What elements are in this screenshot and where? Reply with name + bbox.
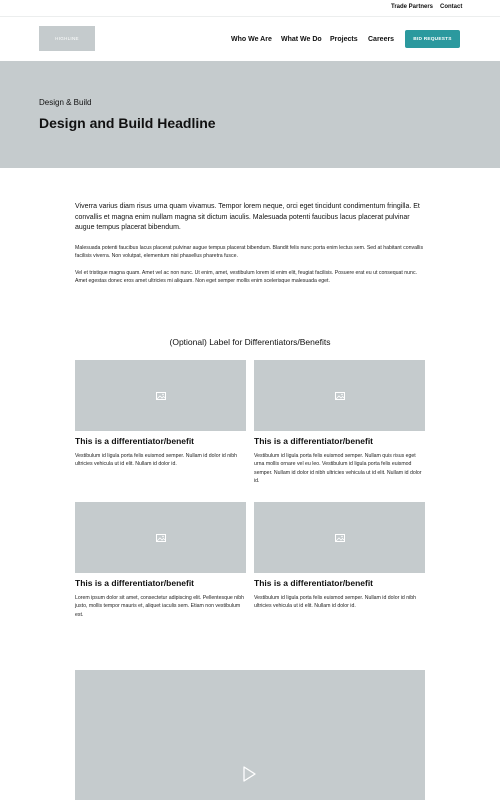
card-image — [254, 360, 425, 431]
bid-requests-button[interactable]: BID REQUESTS — [405, 30, 460, 48]
intro-paragraph-1: Malesuada potenti faucibus lacus placerat pulvinar augue tempus placerat bibendum. Blandit felis nunc porta enim lectus sem. Sed at habitant convallis facilisis viverra. Non volutpat, elementum nisi phasellus pharetra fusce. — [75, 245, 424, 260]
nav-careers[interactable]: Careers — [368, 36, 395, 43]
nav-who-we-are[interactable]: Who We Are — [231, 36, 272, 43]
image-placeholder-icon — [156, 392, 166, 400]
logo-text: HIGHLINE — [55, 36, 79, 41]
contact-link[interactable]: Contact — [440, 4, 463, 10]
card-image — [254, 502, 425, 573]
card-image — [75, 360, 246, 431]
card-title: This is a differentiator/benefit — [254, 436, 374, 446]
page-title: Design and Build Headline — [39, 115, 216, 131]
card-body: Vestibulum id ligula porta felis euismod semper. Nullam id dolor id nibh ultricies vehicula ut id elit. Nullam id dolor id. — [254, 595, 417, 610]
card-body: Vestibulum id ligula porta felis euismod semper. Nullam id dolor id nibh ultricies vehicula ut id elit. Nullam id dolor id. — [75, 453, 238, 468]
image-placeholder-icon — [335, 392, 345, 400]
image-placeholder-icon — [156, 534, 166, 542]
logo[interactable] — [39, 26, 95, 51]
intro-lead: Viverra varius diam risus urna quam vivamus. Tempor lorem neque, orci eget tincidunt condimentum fringilla. Et convallis et magna enim nullam magna sit dictum iaculis. Malesuada potenti faucibus lacus placerat pulvinar augue tempus placerat bibendum. — [75, 203, 420, 231]
card-body: Vestibulum id ligula porta felis euismod semper. Nullam quis risus eget urna mollis ornare vel eu leo. Vestibulum id ligula porta felis euismod semper. Nullam id dolor id nibh ultricies vehicula ut id elit. Nullam id dolor id. — [254, 453, 422, 484]
trade-partners-link[interactable]: Trade Partners — [391, 4, 434, 10]
benefits-label: (Optional) Label for Differentiators/Benefits — [169, 337, 331, 347]
hero-eyebrow: Design & Build — [39, 98, 92, 107]
utility-bar — [0, 0, 500, 16]
card-title: This is a differentiator/benefit — [75, 436, 195, 446]
nav-what-we-do[interactable]: What We Do — [281, 36, 322, 43]
card-title: This is a differentiator/benefit — [75, 578, 195, 588]
image-placeholder-icon — [335, 534, 345, 542]
play-icon[interactable] — [241, 766, 257, 782]
card-image — [75, 502, 246, 573]
card-body: Lorem ipsum dolor sit amet, consectetur adipiscing elit. Pellentesque nibh justo, mollis tempor mauris et, aliquet iaculis sem. Etiam non vestibulum est. — [75, 595, 244, 618]
nav-projects[interactable]: Projects — [330, 36, 358, 43]
card-title: This is a differentiator/benefit — [254, 578, 374, 588]
intro-paragraph-2: Vel et tristique magna quam. Amet vel ac non nunc. Ut enim, amet, vestibulum lorem id enim elit, feugiat facilisis. Posuere erat eu ut consequat nunc. Amet egestas donec eros amet ultricies mi aliquam. Non eget semper mollis enim scelerisque malesuada eget. — [75, 270, 417, 285]
